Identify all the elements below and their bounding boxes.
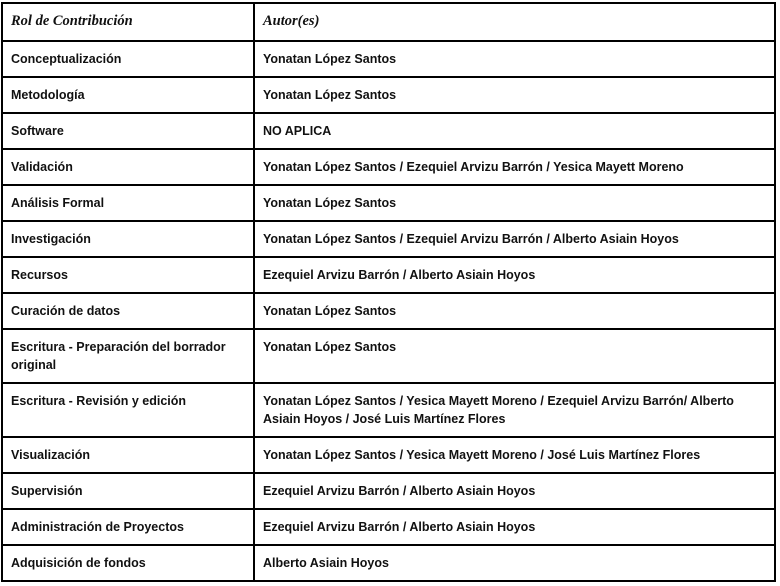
contribution-table [1,2,776,582]
authors-cell: Ezequiel Arvizu Barrón / Alberto Asiain Hoyos [254,509,775,545]
authors-cell: NO APLICA [254,113,775,149]
role-cell: Escritura - Preparación del borrador original [2,329,254,383]
table-row [2,185,775,221]
authors-cell: Ezequiel Arvizu Barrón / Alberto Asiain Hoyos [254,473,775,509]
table-row [2,221,775,257]
table-row [2,437,775,473]
header-authors: Autor(es) [254,3,775,41]
role-cell: Adquisición de fondos [2,545,254,581]
table-row [2,257,775,293]
table-row [2,473,775,509]
table-row [2,113,775,149]
authors-cell: Yonatan López Santos [254,329,775,383]
authors-cell: Alberto Asiain Hoyos [254,545,775,581]
authors-cell: Yonatan López Santos [254,41,775,77]
role-cell: Conceptualización [2,41,254,77]
table-header-row [2,3,775,41]
role-cell: Supervisión [2,473,254,509]
role-cell: Visualización [2,437,254,473]
header-role: Rol de Contribución [2,3,254,41]
table-row [2,41,775,77]
table-row [2,329,775,383]
table-row [2,383,775,437]
role-cell: Administración de Proyectos [2,509,254,545]
role-cell: Software [2,113,254,149]
authors-cell: Yonatan López Santos / Yesica Mayett Moreno / Ezequiel Arvizu Barrón/ Alberto Asiain Hoyos / José Luis Martínez Flores [254,383,775,437]
role-cell: Curación de datos [2,293,254,329]
table-row [2,149,775,185]
authors-cell: Ezequiel Arvizu Barrón / Alberto Asiain Hoyos [254,257,775,293]
role-cell: Metodología [2,77,254,113]
authors-cell: Yonatan López Santos / Ezequiel Arvizu Barrón / Yesica Mayett Moreno [254,149,775,185]
authors-cell: Yonatan López Santos [254,293,775,329]
table-row [2,509,775,545]
authors-cell: Yonatan López Santos / Ezequiel Arvizu Barrón / Alberto Asiain Hoyos [254,221,775,257]
authors-cell: Yonatan López Santos / Yesica Mayett Moreno / José Luis Martínez Flores [254,437,775,473]
role-cell: Recursos [2,257,254,293]
role-cell: Validación [2,149,254,185]
role-cell: Análisis Formal [2,185,254,221]
authors-cell: Yonatan López Santos [254,185,775,221]
authors-cell: Yonatan López Santos [254,77,775,113]
table-row [2,293,775,329]
role-cell: Investigación [2,221,254,257]
table-row [2,545,775,581]
role-cell: Escritura - Revisión y edición [2,383,254,437]
table-row [2,77,775,113]
